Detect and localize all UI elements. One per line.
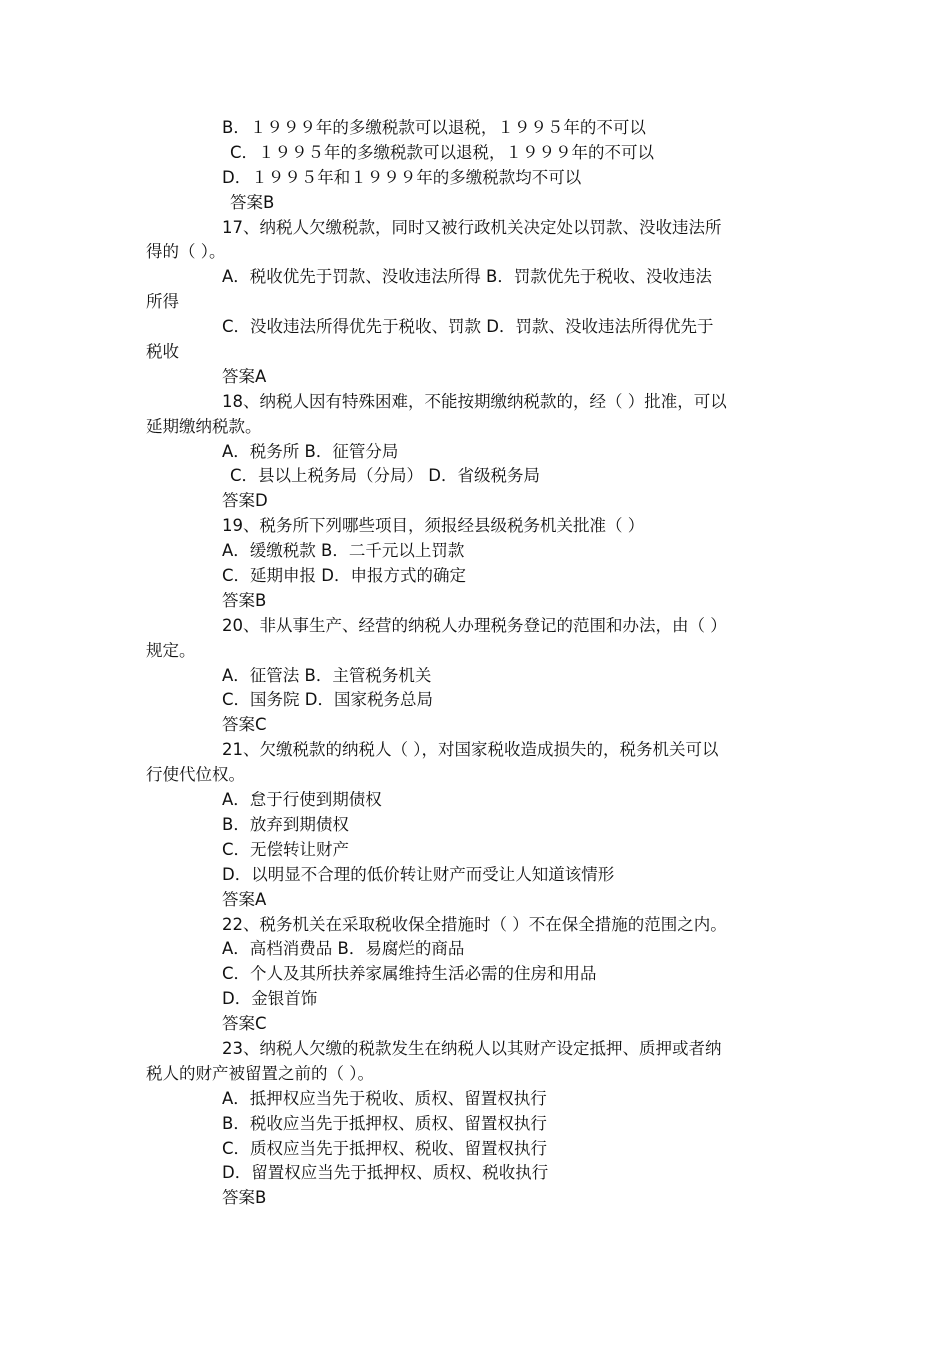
text-line: 规定。: [146, 640, 196, 660]
text-line: 答案B: [222, 1188, 267, 1208]
text-line: A．征管法 B．主管税务机关: [222, 665, 432, 685]
text-line: C．没收违法所得优先于税收、罚款 D．罚款、没收违法所得优先于: [222, 317, 714, 337]
document-body: [146, 116, 826, 1211]
text-line: A．抵押权应当先于税收、质权、留置权执行: [222, 1088, 547, 1108]
text-line: 得的（ ）。: [146, 242, 226, 262]
text-line: 行使代位权。: [146, 765, 245, 785]
text-line: 23、纳税人欠缴的税款发生在纳税人以其财产设定抵押、质押或者纳: [222, 1038, 722, 1058]
text-line: A．缓缴税款 B．二千元以上罚款: [222, 541, 465, 561]
text-line: B．税收应当先于抵押权、质权、留置权执行: [222, 1113, 547, 1133]
text-line: D．留置权应当先于抵押权、质权、税收执行: [222, 1163, 549, 1183]
text-line: C．１９９５年的多缴税款可以退税，１９９９年的不可以: [230, 142, 655, 162]
text-line: B．１９９９年的多缴税款可以退税，１９９５年的不可以: [222, 118, 646, 137]
text-line: 答案A: [222, 366, 267, 386]
text-line: 延期缴纳税款。: [146, 416, 262, 436]
text-line: C．延期申报 D．申报方式的确定: [222, 566, 466, 586]
text-line: 答案C: [222, 1014, 267, 1034]
text-line: 答案B: [222, 590, 267, 610]
text-line: C．国务院 D．国家税务总局: [222, 690, 433, 710]
text-line: 答案A: [222, 889, 267, 909]
text-line: A．怠于行使到期债权: [222, 790, 382, 810]
text-line: 所得: [146, 292, 179, 312]
text-line: C．县以上税务局（分局） D．省级税务局: [230, 466, 540, 486]
text-line: 18、纳税人因有特殊困难，不能按期缴纳税款的，经（ ）批准，可以: [222, 391, 727, 411]
text-line: 19、税务所下列哪些项目，须报经县级税务机关批准（ ）: [222, 516, 645, 536]
text-line: D．以明显不合理的低价转让财产而受让人知道该情形: [222, 864, 615, 884]
text-line: 税收: [146, 342, 179, 362]
text-line: 20、非从事生产、经营的纳税人办理税务登记的范围和办法，由（ ）: [222, 615, 727, 635]
text-line: B．放弃到期债权: [222, 814, 349, 834]
text-line: 答案D: [222, 491, 268, 511]
text-line: 22、税务机关在采取税收保全措施时（ ）不在保全措施的范围之内。: [222, 914, 727, 934]
text-line: 答案C: [222, 715, 267, 735]
text-line: A．高档消费品 B．易腐烂的商品: [222, 939, 465, 959]
text-line: C．无偿转让财产: [222, 839, 350, 859]
text-line: A．税收优先于罚款、没收违法所得 B．罚款优先于税收、没收违法: [222, 267, 712, 287]
text-line: 21、欠缴税款的纳税人（ ），对国家税收造成损失的，税务机关可以: [222, 740, 719, 760]
text-line: D．１９９５年和１９９９年的多缴税款均不可以: [222, 167, 582, 187]
text-line: C．个人及其所扶养家属维持生活必需的住房和用品: [222, 964, 597, 984]
text-line: A．税务所 B．征管分局: [222, 441, 399, 461]
text-line: D．金银首饰: [222, 989, 318, 1009]
text-line: C．质权应当先于抵押权、税收、留置权执行: [222, 1138, 548, 1158]
text-line: 税人的财产被留置之前的（ ）。: [146, 1063, 374, 1083]
text-line: 答案B: [230, 192, 275, 212]
text-line: 17、纳税人欠缴税款，同时又被行政机关决定处以罚款、没收违法所: [222, 217, 722, 237]
